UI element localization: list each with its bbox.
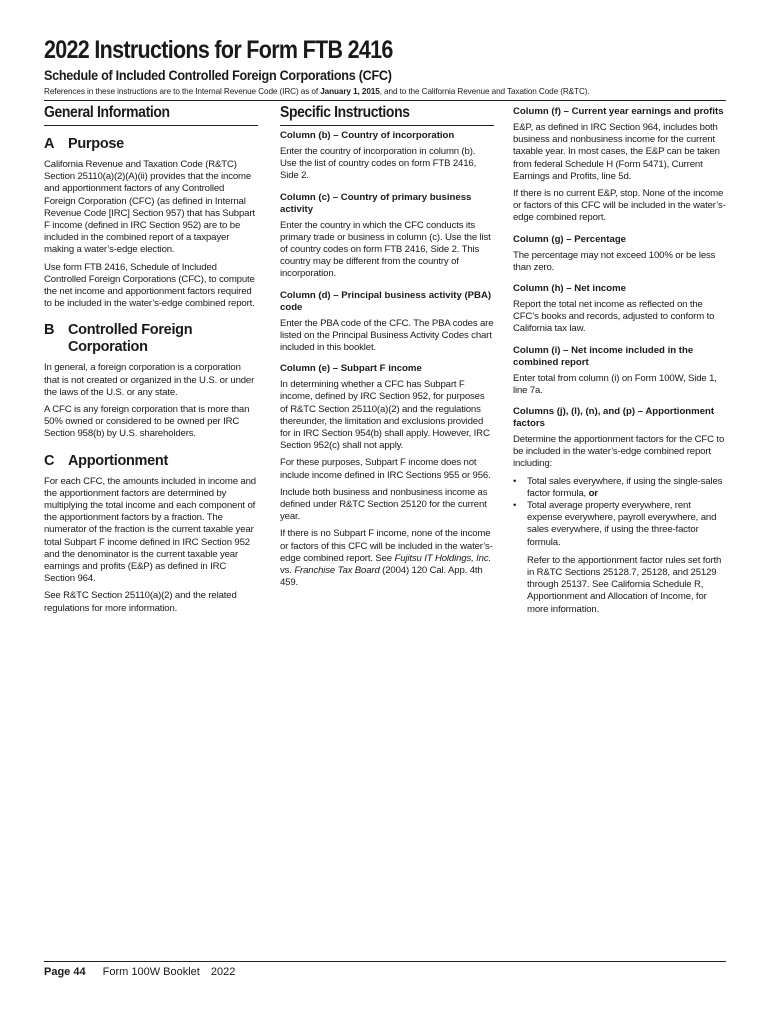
specific-instructions-column [280,104,494,594]
column-g-text: The percentage may not exceed 100% or be less than zero. [513,249,716,273]
purpose-paragraph-1: California Revenue and Taxation Code (R&TC) Section 25110(a)(2)(A)(ii) provides that the income and apportionment factors of any Controlled Foreign Corporation (CFC) (as defined in Internal Revenue Code [IRC] Section 957) that has Subpart F income (defined in IRC Section 952) are to be included in the combined report of a taxpayer making a water’s-edge election. [44,159,255,256]
column-e-text-4: If there is no Subpart F income, none of the income or factors of this CFC will be included in the water’s-edge combined report. See Fujitsu IT Holdings, Inc. vs. Franchise Tax Board (2004) 120 Cal. App. 4th 459. [280,528,493,589]
specific-instructions-heading: Specific Instructions [280,104,494,126]
general-information-column [44,104,258,620]
cfc-paragraph-1: In general, a foreign corporation is a corporation that is not created or organized in the U.S. or under the laws of the U.S. or any state. [44,362,255,398]
column-b-text: Enter the country of incorporation in column (b). Use the list of country codes on form FTB 2416, Side 2. [280,146,477,182]
column-g-heading: Column (g) – Percentage [513,233,627,245]
column-f-text-2: If there is no current E&P, stop. None of the income or factors of this CFC will be included in the water’s-edge combined report. [513,188,726,224]
column-d-text: Enter the PBA code of the CFC. The PBA codes are listed on the Principal Business Activity Codes chart included in this booklet. [280,317,494,354]
column-c-heading: Column (c) – Country of primary business activity [280,191,472,215]
apportionment-factors-text: Determine the apportionment factors for the CFC to be included in the water’s-edge combined report including: [513,434,725,470]
column-f-heading: Column (f) – Current year earnings and profits [513,106,724,117]
column-i-heading: Column (i) – Net income included in the combined report [513,344,694,368]
refer-paragraph: Refer to the apportionment factor rules set forth in R&TC Sections 25128.7, 25128, and 25129 through 25137. See California Schedule R, Apportionment and Allocation of Income, for more information. [527,554,722,615]
continued-instructions-column [513,106,727,621]
section-c-heading: C Apportionment [44,452,169,469]
column-d-heading: Column (d) – Principal business activity (PBA) code [280,289,492,313]
booklet-year: 2022 [210,966,236,978]
section-a-heading: A Purpose [44,136,124,152]
column-b-heading: Column (b) – Country of incorporation [280,130,455,141]
column-e-text-1: In determining whether a CFC has Subpart F income, defined by IRC Section 952, for purposes of R&TC Section 25110(a)(2) and the regulations thereunder, the limitation and exclusions provided for in IRC Section 954(b) shall apply. However, IRC Section 952(c) shall not apply. [280,379,490,452]
column-e-text-2: For these purposes, Subpart F income does not include income defined in IRC Sections 955 or 956. [280,457,491,481]
footer-rule [44,961,726,962]
booklet-name: Form 100W Booklet [102,966,200,978]
document-title: 2022 Instructions for Form FTB 2416 [44,36,393,64]
bullet-icon: • [513,500,517,512]
page-footer [44,966,235,978]
document-subtitle: Schedule of Included Controlled Foreign Corporations (CFC) [44,67,392,83]
column-e-heading: Column (e) – Subpart F income [280,363,422,375]
general-information-heading: General Information [44,104,258,126]
references-date: January 1, 2015 [320,87,380,96]
column-h-heading: Column (h) – Net income [513,283,626,295]
case-name-2: Franchise Tax Board [294,565,380,577]
header-rule [44,100,726,101]
case-name-1: Fujitsu IT Holdings, Inc. [394,552,491,564]
apportionment-paragraph-1: For each CFC, the amounts included in income and the apportionment factors are determined by multiplying the total income and each component of the apportionment factors by a fraction. The numerator of the fraction is the current taxable year total Subpart F income defined in IRC Section 952 and the denominator is the current taxable year earnings and profits (E&P) as defined in IRC Section 964. [44,475,256,585]
list-item: • Total average property everywhere, rent expense everywhere, payroll everywhere, and sales everywhere, if using the three-factor formula. [513,500,717,548]
columns-j-l-n-p-heading: Columns (j), (l), (n), and (p) – Apportionment factors [513,406,715,430]
page-number: Page 44 [44,966,86,978]
section-b-heading: B Controlled Foreign Corporation [44,322,193,356]
references-note: References in these instructions are to the Internal Revenue Code (IRC) as of January 1, 2015, and to the California Revenue and Taxation Code (R&TC). [44,87,590,96]
column-e-text-3: Include both business and nonbusiness income as defined under R&TC Section 25120 for the current year. [280,486,488,523]
column-i-text: Enter total from column (i) on Form 100W, Side 1, line 7a. [513,372,717,396]
purpose-paragraph-2: Use form FTB 2416, Schedule of Included Controlled Foreign Corporations (CFC), to compute the net income and apportionment factors required to be included in the water’s-edge combined report. [44,261,255,310]
column-h-text: Report the total net income as reflected on the CFC’s books and records, adjusted to conform to California tax law. [513,299,715,335]
bullet-icon: • [513,475,517,487]
column-f-text-1: E&P, as defined in IRC Section 964, includes both business and nonbusiness income for the current taxable year. In most cases, the E&P can be taken from federal Schedule H (Form 5471), Current Earnings and Profits, line 5d. [513,122,720,182]
column-c-text: Enter the country in which the CFC conducts its primary trade or business in column (c). Use the list of country codes on form FTB 2416, Side 2. This country may be different from the country of incorporation. [280,219,491,280]
cfc-paragraph-2: A CFC is any foreign corporation that is more than 50% owned or considered to be owned per IRC Section 958(b) by U.S. shareholders. [44,404,250,440]
apportionment-paragraph-2: See R&TC Section 25110(a)(2) and the related regulations for more information. [44,590,237,614]
list-item: • Total sales everywhere, if using the single-sales factor formula, or [513,475,723,499]
